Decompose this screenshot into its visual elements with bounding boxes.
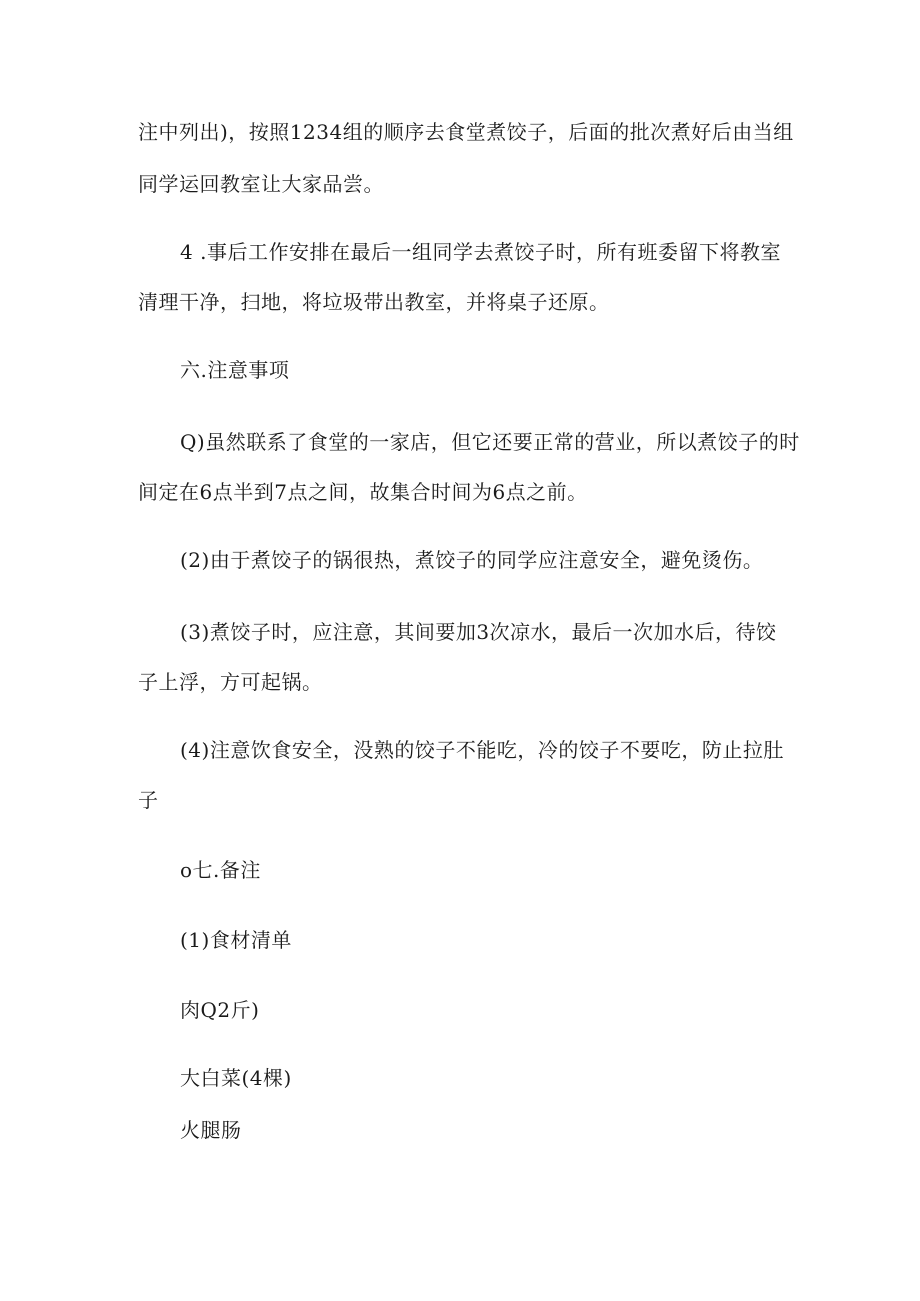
paragraph-line: 注中列出)，按照1234组的顺序去食堂煮饺子，后面的批次煮好后由当组 — [138, 120, 794, 144]
section-heading: 六.注意事项 — [180, 358, 290, 382]
list-item-line: (3)煮饺子时，应注意，其间要加3次凉水，最后一次加水后，待饺 — [180, 620, 777, 644]
ingredient-item: 大白菜(4棵) — [180, 1066, 292, 1090]
list-item-line: (1)食材清单 — [180, 928, 292, 952]
paragraph-line: 清理干净，扫地，将垃圾带出教室，并将桌子还原。 — [138, 290, 610, 314]
list-item-line: (2)由于煮饺子的锅很热，煮饺子的同学应注意安全，避免烫伤。 — [180, 548, 764, 572]
ingredient-item: 火腿肠 — [180, 1118, 242, 1142]
paragraph-line: 同学运回教室让大家品尝。 — [138, 172, 384, 196]
list-item-line: 子上浮，方可起锅。 — [138, 670, 323, 694]
ingredient-item: 肉Q2斤) — [180, 998, 260, 1022]
section-heading: o七.备注 — [180, 858, 261, 882]
list-item-line: 子 — [138, 788, 159, 812]
list-item-line: 间定在6点半到7点之间，故集合时间为6点之前。 — [138, 480, 588, 504]
list-item-line: Q)虽然联系了食堂的一家店，但它还要正常的营业，所以煮饺子的时 — [180, 430, 800, 454]
list-item-line: (4)注意饮食安全，没熟的饺子不能吃，冷的饺子不要吃，防止拉肚 — [180, 738, 784, 762]
paragraph-line: 4 .事后工作安排在最后一组同学去煮饺子时，所有班委留下将教室 — [180, 240, 781, 264]
